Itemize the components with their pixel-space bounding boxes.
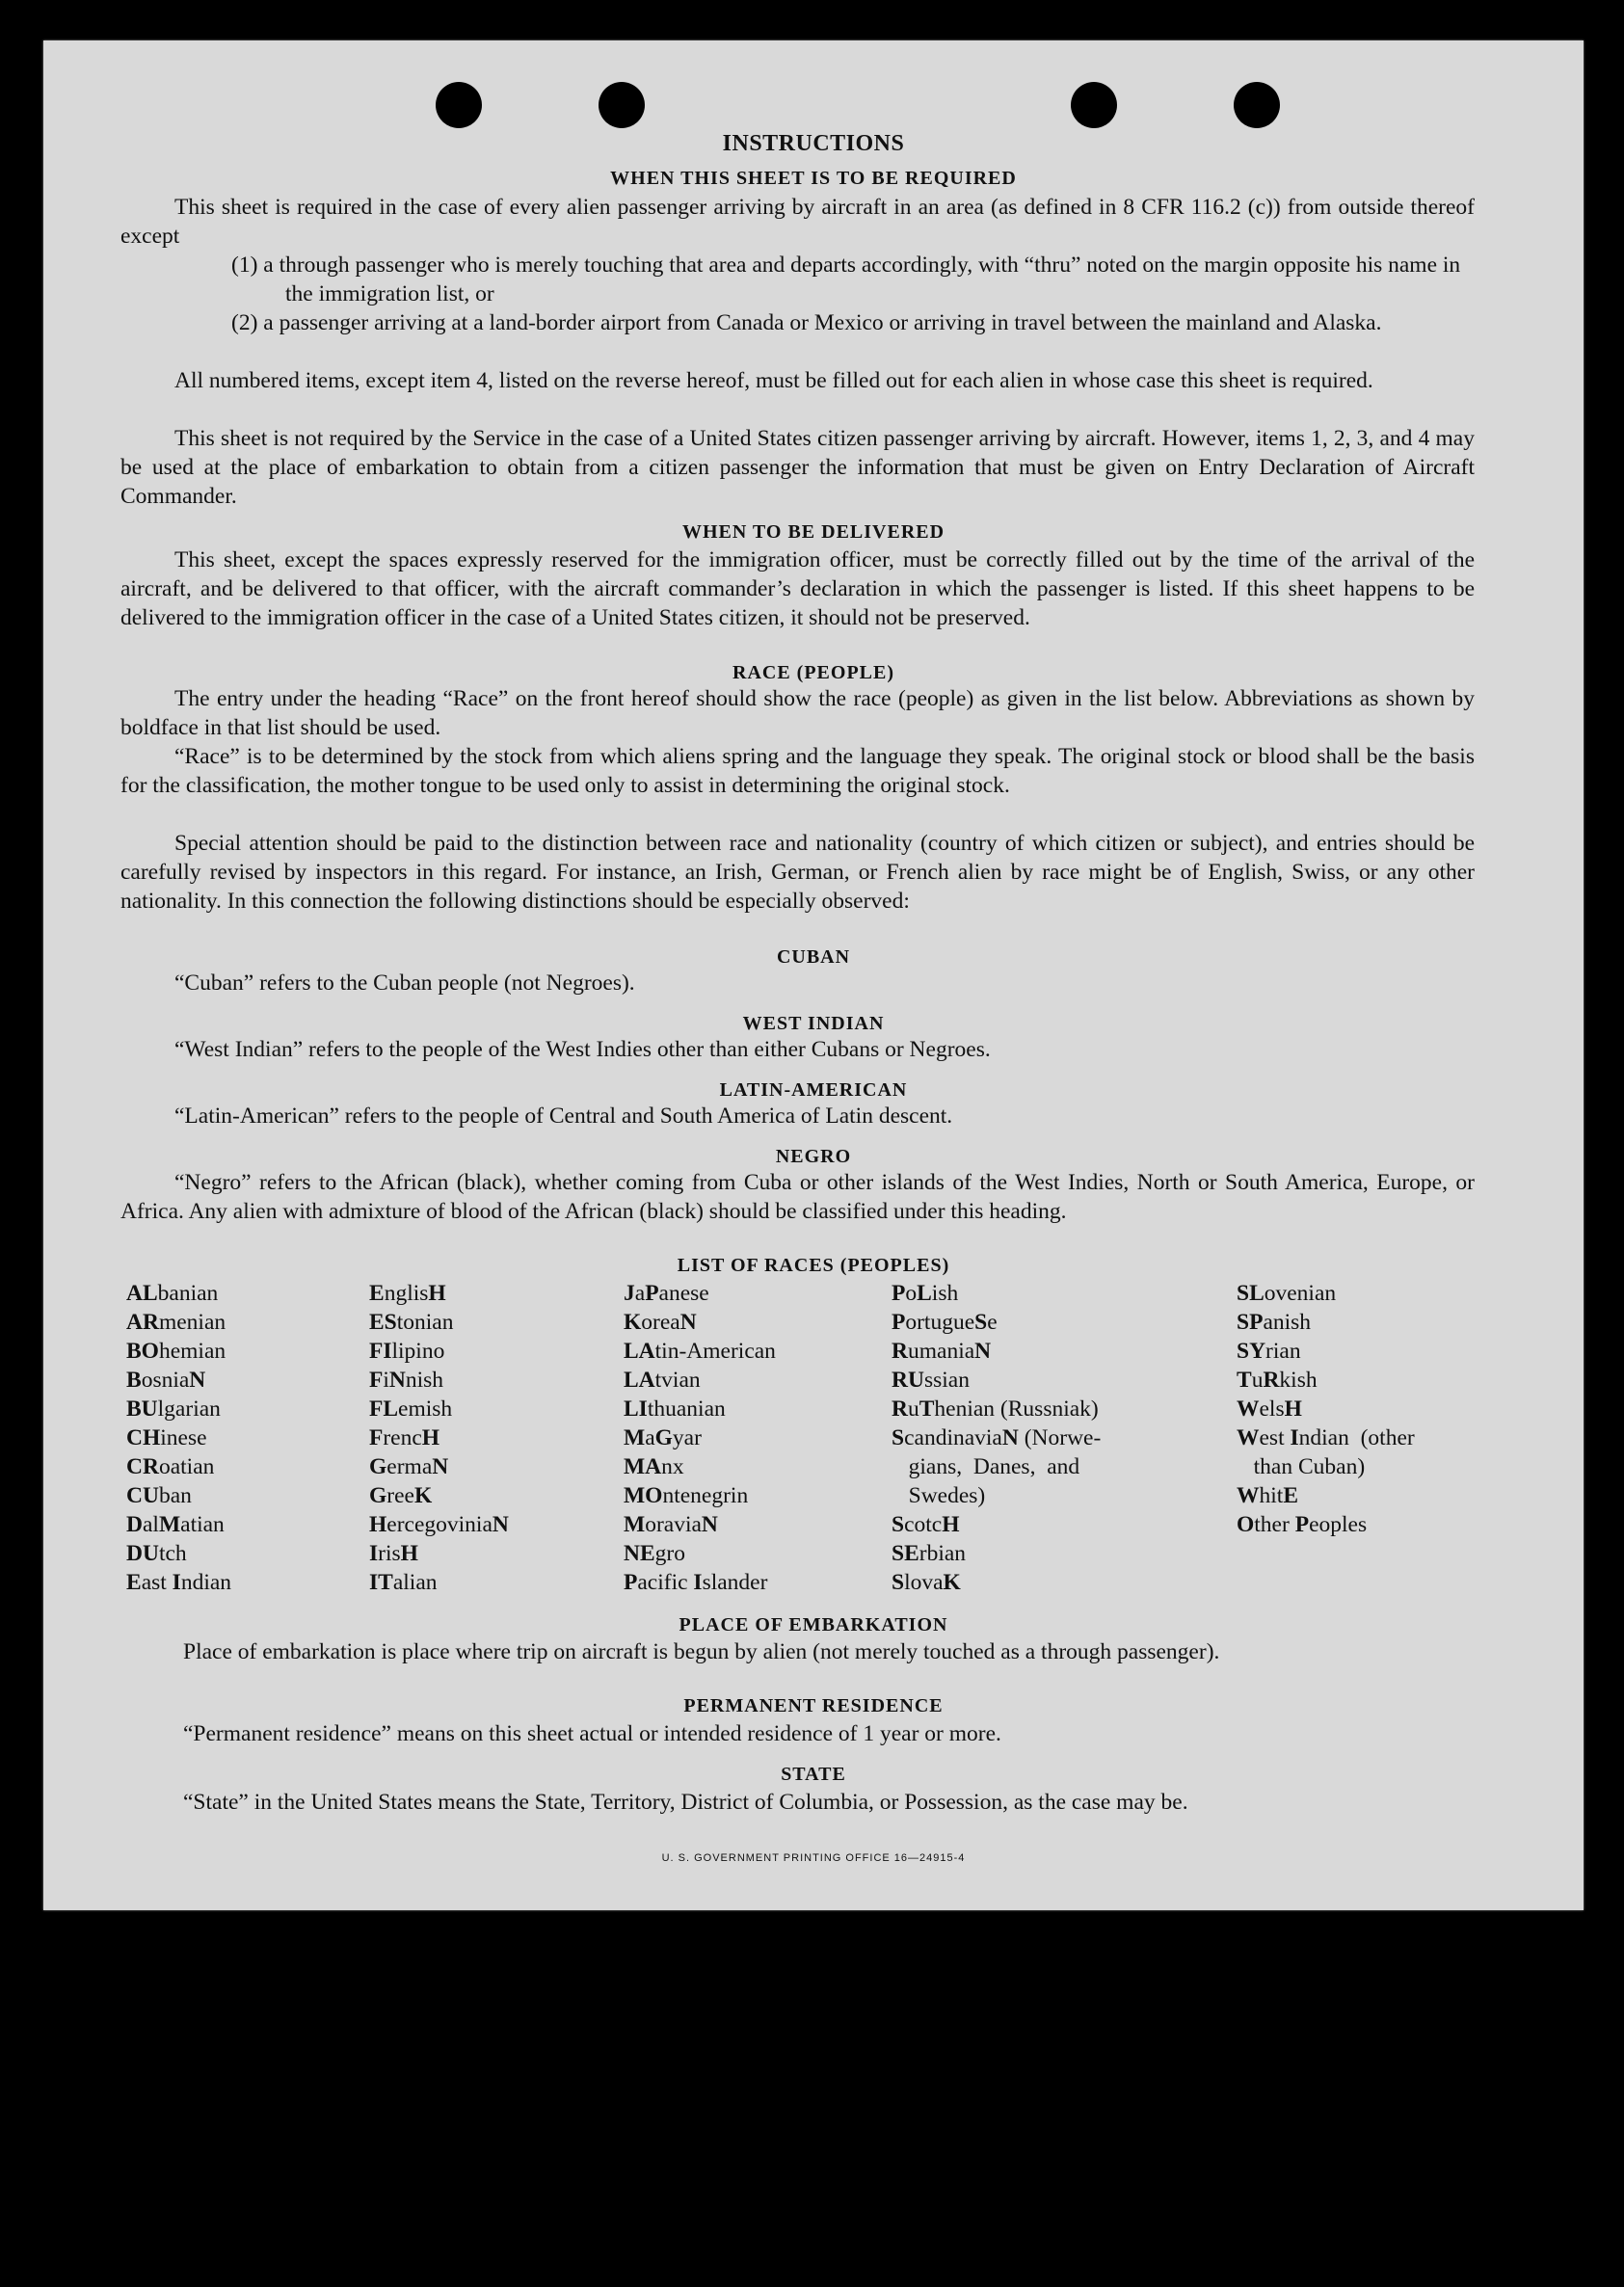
heading-when-delivered: WHEN TO BE DELIVERED [681,521,945,543]
heading-state: STATE [781,1764,846,1785]
list-item: (2) a passenger arriving at a land-border airport from Canada or Mexico or arriving in travel between the mainland and Alaska. [231,310,1382,335]
race-entry: KoreaN [624,1310,697,1335]
race-entry: DalMatian [126,1512,225,1537]
race-column [892,1279,1101,1597]
race-entry: East Indian [126,1570,232,1595]
paragraph: “Permanent residence” means on this sheet actual or intended residence of 1 year or more. [183,1721,1001,1746]
race-entry: SPanish [1237,1310,1312,1335]
race-entry: RumaniaN [892,1339,992,1364]
race-entry: CUban [126,1483,192,1508]
race-entry: BosniaN [126,1368,206,1393]
race-entry: PoLish [892,1281,959,1306]
race-entry: MaGyar [624,1425,702,1450]
race-entry: FiNnish [369,1368,444,1393]
race-entry: ALbanian [126,1281,219,1306]
race-entry: MoraviaN [624,1512,718,1537]
race-entry: ScandinaviaN (Norwe- [892,1425,1102,1450]
race-entry: Pacific Islander [624,1570,768,1595]
race-entry: HercegoviniaN [369,1512,509,1537]
race-entry: ITalian [369,1570,438,1595]
race-entry: LIthuanian [624,1396,726,1422]
paragraph: This sheet is required in the case of every alien passenger arriving by aircraft in an area (as defined in 8 CFR 116.2 (c)) from outside thereof except [120,195,1475,249]
race-entry: NEgro [624,1541,685,1566]
punch-hole [436,82,482,128]
punch-hole [1234,82,1280,128]
paragraph: “Race” is to be determined by the stock from which aliens spring and the language they speak. The original stock or blood shall be the basis for the classification, the mother tongue to be used only to assist in determining the original stock. [120,744,1475,798]
race-entry: gians, Danes, and [892,1454,1080,1479]
paragraph: Place of embarkation is place where trip on aircraft is begun by alien (not merely touched as a through passenger). [183,1639,1220,1664]
race-entry: WhitE [1237,1483,1298,1508]
race-column [126,1279,231,1597]
heading-negro: NEGRO [775,1146,852,1167]
race-entry: SYrian [1237,1339,1301,1364]
race-entry: Other Peoples [1237,1512,1368,1537]
race-entry: West Indian (other [1237,1425,1415,1450]
paragraph: This sheet, except the spaces expressly reserved for the immigration officer, must be correctly filled out by the time of the arrival of the aircraft, and be delivered to that officer, with the aircraft commander’s declaration in which the passenger is listed. If this sheet happens to be delivered to the immigration officer in the case of a United States citizen, it should not be preserved. [120,547,1475,630]
paragraph: “State” in the United States means the State, Territory, District of Columbia, or Possession, as the case may be. [183,1790,1188,1815]
heading-latin-american: LATIN-AMERICAN [719,1079,908,1101]
paragraph: The entry under the heading “Race” on the front hereof should show the race (people) as given in the list below. Abbreviations as shown by boldface in that list should be used. [120,686,1475,740]
race-entry: SErbian [892,1541,967,1566]
race-entry: ARmenian [126,1310,226,1335]
race-entry: BOhemian [126,1339,226,1364]
race-entry: PortugueSe [892,1310,998,1335]
punch-hole [1071,82,1117,128]
race-column [369,1279,509,1597]
race-entry: EnglisH [369,1281,446,1306]
race-entry: CHinese [126,1425,207,1450]
race-entry: SLovenian [1237,1281,1337,1306]
race-entry: JaPanese [624,1281,709,1306]
race-entry: RuThenian (Russniak) [892,1396,1099,1422]
printer-imprint: U. S. GOVERNMENT PRINTING OFFICE 16—24915-4 [661,1852,966,1864]
race-column [624,1279,776,1597]
punch-hole [599,82,645,128]
heading-race: RACE (PEOPLE) [732,662,894,683]
heading-embarkation: PLACE OF EMBARKATION [679,1614,948,1635]
race-column [1237,1279,1415,1539]
paragraph: All numbered items, except item 4, listed on the reverse hereof, must be filled out for each alien in whose case this sheet is required. [174,368,1373,393]
race-entry: TuRkish [1237,1368,1318,1393]
heading-when-required: WHEN THIS SHEET IS TO BE REQUIRED [610,168,1017,189]
race-entry: IrisH [369,1541,418,1566]
paragraph: Special attention should be paid to the distinction between race and nationality (country of which citizen or subject), and entries should be carefully revised by inspectors in this regard. For instance, an Irish, German, or French alien by race might be of English, Swiss, or any other nationality. In this connection the following distinctions should be especially observed: [120,831,1475,914]
race-entry: RUssian [892,1368,970,1393]
race-entry: FLemish [369,1396,453,1422]
race-entry: DUtch [126,1541,187,1566]
heading-west-indian: WEST INDIAN [742,1013,885,1034]
paragraph: “Cuban” refers to the Cuban people (not Negroes). [174,971,635,996]
race-entry: Swedes) [892,1483,986,1508]
race-entry: MOntenegrin [624,1483,749,1508]
list-item: (1) a through passenger who is merely touching that area and departs accordingly, with “thru” noted on the margin opposite his name in the immigration list, or [231,253,1461,306]
race-entry: LAtin-American [624,1339,776,1364]
race-entry: LAtvian [624,1368,701,1393]
race-entry: FIlipino [369,1339,445,1364]
race-entry: EStonian [369,1310,454,1335]
paragraph: “Latin-American” refers to the people of Central and South America of Latin descent. [174,1104,953,1129]
race-entry: SlovaK [892,1570,961,1595]
paragraph: “West Indian” refers to the people of the West Indies other than either Cubans or Negroes. [174,1037,991,1062]
race-entry: GermaN [369,1454,449,1479]
document-sheet [43,40,1584,1910]
race-entry: CRoatian [126,1454,215,1479]
race-entry: BUlgarian [126,1396,221,1422]
paragraph: This sheet is not required by the Service in the case of a United States citizen passenger arriving by aircraft. However, items 1, 2, 3, and 4 may be used at the place of embarkation to obtain from a citizen passenger the information that must be given on Entry Declaration of Aircraft Commander. [120,426,1475,509]
heading-cuban: CUBAN [776,946,851,968]
race-entry: ScotcH [892,1512,960,1537]
page-title: INSTRUCTIONS [722,131,905,156]
paragraph: “Negro” refers to the African (black), whether coming from Cuba or other islands of the West Indies, North or South America, Europe, or Africa. Any alien with admixture of blood of the African (black) should be classified under this heading. [120,1170,1475,1224]
heading-permanent-residence: PERMANENT RESIDENCE [683,1695,944,1716]
heading-list-of-races: LIST OF RACES (PEOPLES) [677,1255,950,1276]
race-entry: MAnx [624,1454,684,1479]
race-entry: than Cuban) [1237,1454,1366,1479]
race-entry: GreeK [369,1483,433,1508]
race-entry: FrencH [369,1425,440,1450]
race-entry: WelsH [1237,1396,1302,1422]
